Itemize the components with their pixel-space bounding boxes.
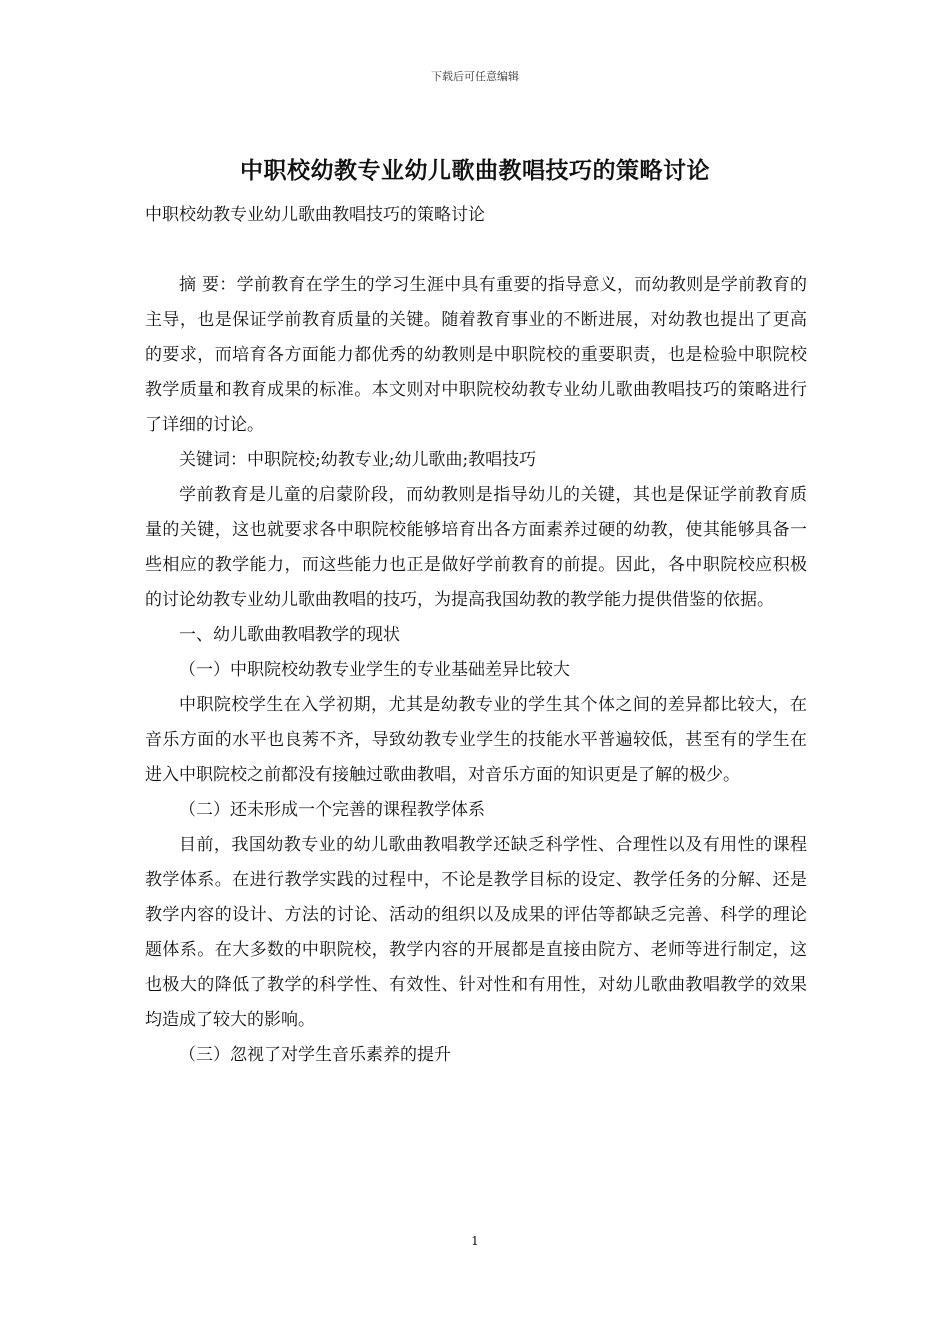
subsection-3-heading: （三）忽视了对学生音乐素养的提升 <box>179 1045 451 1065</box>
page-number: 1 <box>471 1234 479 1248</box>
subsection-1-paragraph: 中职院校学生在入学初期，尤其是幼教专业的学生其个体之间的差异都比较大，在音乐方面的水平也良莠不齐，导致幼教专业学生的技能水平普遍较低，甚至有的学生在进入中职院校之前都没有接触过歌曲教唱，对音乐方面的知识更是了解的极少。 <box>145 695 807 785</box>
document-subtitle: 中职校幼教专业幼儿歌曲教唱技巧的策略讨论 <box>145 205 485 225</box>
keywords-paragraph: 关键词：中职院校;幼教专业;幼儿歌曲;教唱技巧 <box>179 450 537 470</box>
subsection-1-heading: （一）中职院校幼教专业学生的专业基础差异比较大 <box>179 660 570 680</box>
intro-paragraph: 学前教育是儿童的启蒙阶段，而幼教则是指导幼儿的关键，其也是保证学前教育质量的关键，这也就要求各中职院校能够培育出各方面素养过硬的幼教，使其能够具备一些相应的教学能力，而这些能力也正是做好学前教育的前提。因此，各中职院校应积极的讨论幼教专业幼儿歌曲教唱的技巧，为提高我国幼教的教学能力提供借鉴的依据。 <box>145 485 807 610</box>
subsection-2-paragraph: 目前，我国幼教专业的幼儿歌曲教唱教学还缺乏科学性、合理性以及有用性的课程教学体系。在进行教学实践的过程中，不论是教学目标的设定、教学任务的分解、还是教学内容的设计、方法的讨论、活动的组织以及成果的评估等都缺乏完善、科学的理论题体系。在大多数的中职院校，教学内容的开展都是直接由院方、老师等进行制定，这也极大的降低了教学的科学性、有效性、针对性和有用性，对幼儿歌曲教唱教学的效果均造成了较大的影响。 <box>145 835 807 1030</box>
document-title: 中职校幼教专业幼儿歌曲教唱技巧的策略讨论 <box>240 157 710 184</box>
header-note: 下载后可任意编辑 <box>431 70 519 83</box>
section-1-heading: 一、幼儿歌曲教唱教学的现状 <box>179 625 400 645</box>
document-body <box>145 268 807 1073</box>
abstract-paragraph: 摘 要：学前教育在学生的学习生涯中具有重要的指导意义，而幼教则是学前教育的主导，也是保证学前教育质量的关键。随着教育事业的不断进展，对幼教也提出了更高的要求，而培育各方面能力都优秀的幼教则是中职院校的重要职责，也是检验中职院校教学质量和教育成果的标准。本文则对中职院校幼教专业幼儿歌曲教唱技巧的策略进行了详细的讨论。 <box>145 275 807 435</box>
subsection-2-heading: （二）还未形成一个完善的课程教学体系 <box>179 800 485 820</box>
